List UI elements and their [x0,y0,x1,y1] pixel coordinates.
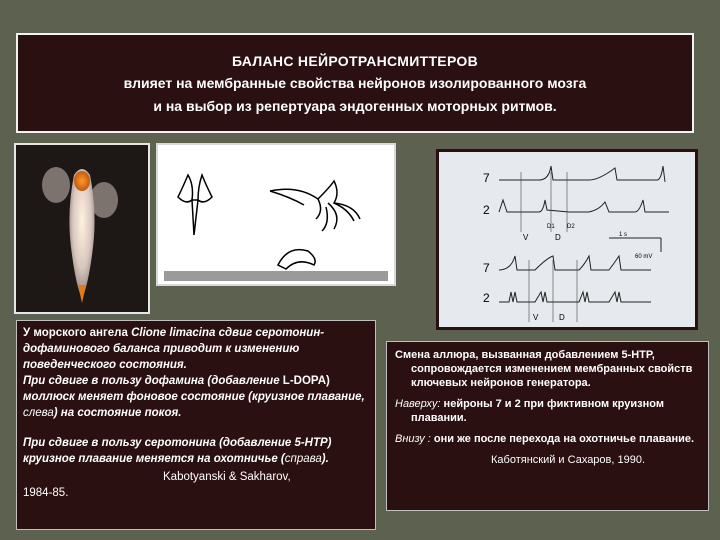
text-intro: У морского ангела [23,327,132,339]
title-line-2: влияет на мембранные свойства нейронов изолированного мозга [123,75,587,91]
text-dopamine-3: ) на состояние покоя. [53,407,182,419]
trace-v-label-bottom: V [533,313,539,322]
label-bottom: Внизу : [395,433,431,445]
trace-v-label-top: V [523,233,529,242]
text-left-note: слева [23,407,54,419]
title-line-3: и на выбор из репертуара эндогенных моторных ритмов. [153,98,557,114]
trace-d-label-top: D [555,233,561,242]
trace-label-7-top: 7 [483,171,490,185]
reference-1990: Каботянский и Сахаров, 1990. [491,454,646,466]
balance-paragraph [23,325,369,373]
clione-description-box [16,320,376,530]
text-top-traces: нейроны 7 и 2 при фиктивном круизном плавании. [411,398,664,424]
reference-line-2: 1984-85. [23,487,69,499]
label-top: Наверху: [395,398,441,410]
title-banner [16,33,694,133]
text-right-note: справа [284,453,322,465]
trace-d-label-bottom: D [559,313,565,322]
clione-photo [14,143,150,314]
text-ldopa: L-DOPA) [282,375,330,387]
trace-voltage-scale: 60 mV [635,254,653,260]
text-gait-change: Смена аллюра, вызванная добавлением 5-НТР, сопровождается изменением мембранных свойств ключевых нейронов генератора. [395,349,693,389]
top-traces-text [395,397,700,425]
clione-drawings [156,143,396,286]
trace-label-2-top: 2 [483,203,490,217]
trace-d1-label: D1 [547,224,555,230]
trace-label-2-bottom: 2 [483,291,490,305]
title-line-1: БАЛАНС НЕЙРОТРАНСМИТТЕРОВ [231,53,479,69]
text-species-shift: Clione limacina сдвиг серотонин-дофаминового баланса приводит к изменению поведенческого состояния. [23,327,325,371]
drawing-illustration [158,145,394,284]
text-serotonin-2: ). [321,453,329,465]
bottom-traces-text [395,432,700,446]
serotonin-paragraph [23,435,369,467]
text-bottom-traces: они же после перехода на охотничье плавание. [430,433,695,445]
traces-plot [439,152,695,327]
trace-label-7-bottom: 7 [483,261,490,275]
text-serotonin-1: При сдвиге в пользу серотонина (добавление 5-НТР) круизное плавание меняется на охотничье ( [23,437,332,465]
reference-line-1: Kabotyanski & Sakharov, [163,471,291,483]
text-dopamine-1: При сдвиге в пользу дофамина (добавление [23,375,283,387]
traces-description-box [386,341,709,511]
clione-photo-image [16,145,148,312]
trace-d2-label: D2 [567,224,575,230]
gait-change-text [395,348,700,390]
electrophysiology-traces [436,149,698,330]
text-dopamine-2: моллюск меняет фоновое состояние (круизное плавание, [23,391,365,403]
trace-time-scale: 1 s [619,232,628,238]
dopamine-paragraph [23,373,369,421]
